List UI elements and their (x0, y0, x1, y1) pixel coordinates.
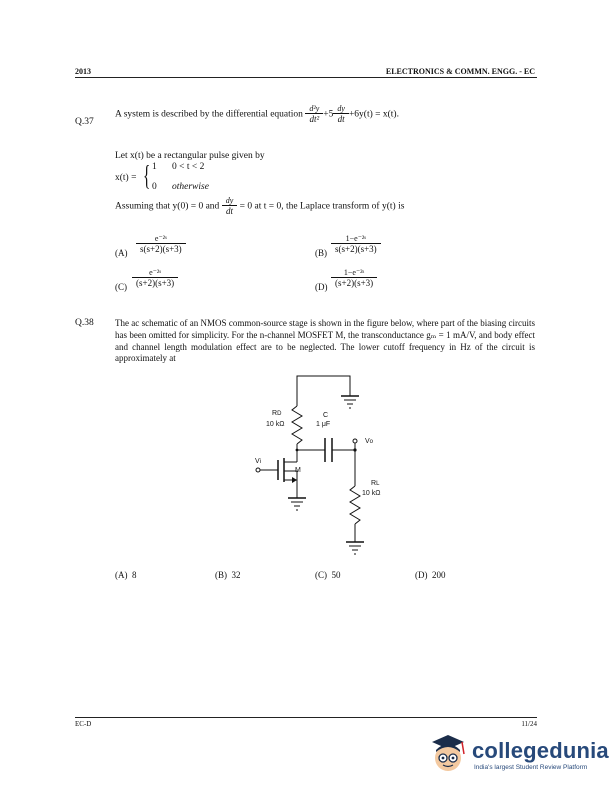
q37-option-b-label[interactable]: (B) (315, 248, 327, 258)
q37-assume-b: = 0 at t = 0, the Laplace transform of y(t) is (239, 201, 405, 212)
q38-option-a-label: (A) (115, 570, 128, 580)
q37-option-b-num: 1−e⁻²ˢ (345, 234, 367, 243)
q37-second-derivative (305, 104, 323, 125)
q38-option-d-value: 200 (432, 570, 446, 580)
q37-option-c-num: e⁻²ˢ (149, 268, 162, 277)
q38-number: Q.38 (75, 318, 94, 328)
vi-name: V (255, 458, 260, 465)
footer-rule (75, 717, 537, 718)
q37-d1-num: dy (337, 104, 345, 113)
exam-year: 2013 (75, 67, 91, 76)
q37-option-d[interactable] (331, 268, 377, 289)
q38-option-b-value: 32 (231, 570, 241, 580)
q37-option-b-den: s(s+2)(s+3) (331, 243, 381, 255)
q37-option-c-den: (s+2)(s+3) (132, 277, 178, 289)
q37-assume-frac (222, 196, 238, 217)
vo-label (365, 438, 373, 445)
q37-case2-val: 0 (152, 182, 157, 192)
q37-option-a-num: e⁻²ˢ (154, 234, 167, 243)
q37-option-a-label[interactable]: (A) (115, 248, 128, 258)
q37-eq-rest: +6y(t) = x(t). (348, 109, 399, 120)
q37-brace: { (143, 161, 151, 192)
q37-case1-val: 1 (152, 162, 157, 172)
rd-name: R (272, 410, 278, 417)
q38-option-b[interactable] (215, 570, 241, 580)
q37-d2-den: dt² (309, 114, 320, 124)
rd-sub: D (277, 411, 282, 417)
q37-number: Q.37 (75, 117, 94, 127)
q37-option-d-label[interactable]: (D) (315, 282, 328, 292)
q37-option-a[interactable] (136, 234, 186, 255)
q37-d1-den: dt (337, 114, 345, 124)
footer-code: EC-D (75, 720, 92, 728)
footer-page: 11/24 (521, 720, 537, 728)
vo-name: V (365, 438, 370, 445)
q37-let-text: Let x(t) be a rectangular pulse given by (115, 151, 265, 161)
c-value: 1 μF (316, 421, 331, 428)
q38-option-a-value: 8 (132, 570, 137, 580)
q38-option-d-label: (D) (415, 570, 428, 580)
q37-equation-line (115, 104, 535, 125)
q37-option-c-label[interactable]: (C) (115, 282, 127, 292)
rl-name: R (371, 480, 377, 487)
q37-assume-a: Assuming that y(0) = 0 and (115, 201, 220, 212)
mosfet-arrow-icon (292, 477, 297, 483)
q37-first-derivative (333, 104, 349, 125)
rl-label (371, 480, 379, 487)
q37-option-b[interactable] (331, 234, 381, 255)
q37-d2-num: d²y (309, 104, 320, 113)
rl-sub: L (376, 481, 380, 487)
q38-option-a[interactable] (115, 570, 137, 580)
brand-tagline: India's largest Student Review Platform (474, 764, 588, 771)
exam-subject: ELECTRONICS & COMMN. ENGG. - EC (385, 67, 535, 76)
top-wire (297, 376, 350, 406)
rl-value: 10 kΩ (362, 490, 381, 497)
q37-option-d-num: 1−e⁻²ˢ (343, 268, 365, 277)
q38-option-b-label: (B) (215, 570, 227, 580)
header-rule (75, 77, 537, 78)
q38-option-c-label: (C) (315, 570, 327, 580)
vo-terminal-icon (353, 439, 357, 443)
vi-label (255, 458, 261, 465)
q38-option-d[interactable] (415, 570, 446, 580)
q37-plus5: +5 (323, 109, 334, 120)
rd-label (272, 410, 281, 417)
vi-terminal-icon (256, 468, 260, 472)
q37-option-d-den: (s+2)(s+3) (331, 277, 377, 289)
q37-assume-num: dy (225, 196, 234, 205)
rd-value: 10 kΩ (266, 421, 285, 428)
q37-case2-cond: otherwise (172, 182, 209, 192)
nmos-cs-schematic (240, 370, 380, 560)
brand-name: collegedunia (472, 738, 609, 763)
q38-option-c[interactable] (315, 570, 341, 580)
q37-option-c[interactable] (132, 268, 178, 289)
c-label: C (323, 412, 329, 419)
q37-intro: A system is described by the differential equation (115, 109, 303, 120)
vi-sub: i (259, 459, 262, 465)
q38-text: The ac schematic of an NMOS common-source stage is shown in the figure below, where part of the biasing circuits has been omitted for simplicity. For the n-channel MOSFET M, the transconductance gₘ = 1 mA/V, and body effect and channel length modulation effect are to be neglected. The lower cutoff frequency in Hz of the circuit is approximately at (115, 318, 535, 364)
m-label: M (295, 467, 301, 474)
collegedunia-mascot-icon (424, 730, 470, 780)
rl-resistor (350, 486, 360, 524)
vo-sub: o (369, 439, 374, 445)
rd-resistor (292, 406, 302, 444)
q38-option-c-value: 50 (331, 570, 341, 580)
q37-assume-line (115, 196, 404, 217)
q37-option-a-den: s(s+2)(s+3) (136, 243, 186, 255)
q37-assume-den: dt (225, 206, 233, 216)
q37-xt-label: x(t) = (115, 173, 137, 183)
q37-case1-cond: 0 < t < 2 (172, 162, 205, 172)
